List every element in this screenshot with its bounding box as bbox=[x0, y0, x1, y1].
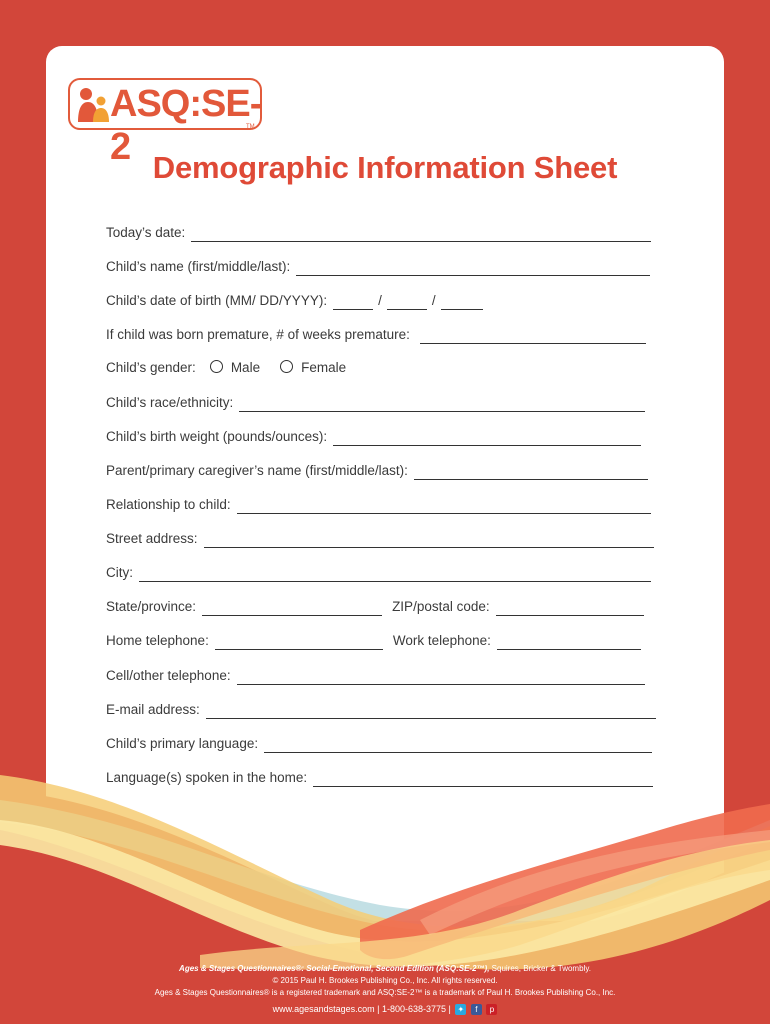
zip-label: ZIP/postal code: bbox=[392, 599, 490, 614]
dob-separator: / bbox=[378, 293, 382, 308]
email-label: E-mail address: bbox=[106, 702, 200, 717]
facebook-icon[interactable]: f bbox=[471, 1004, 482, 1015]
footer-line-1 bbox=[0, 963, 770, 975]
footer-copyright bbox=[0, 963, 770, 999]
gender-label: Child’s gender: bbox=[106, 359, 196, 375]
street-label: Street address: bbox=[106, 531, 198, 546]
cell-phone-label: Cell/other telephone: bbox=[106, 668, 231, 683]
contact-text: www.agesandstages.com | 1-800-638-3775 | bbox=[272, 1004, 451, 1014]
premature-label: If child was born premature, # of weeks premature: bbox=[106, 327, 410, 342]
state-label: State/province: bbox=[106, 599, 197, 614]
trademark-mark: TM bbox=[246, 124, 255, 130]
page-title: Demographic Information Sheet bbox=[152, 150, 618, 185]
child-dob-label: Child’s date of birth (MM/ DD/YYYY): bbox=[106, 293, 328, 308]
race-label: Child’s race/ethnicity: bbox=[106, 395, 234, 410]
parent-name-label: Parent/primary caregiver’s name (first/middle/last): bbox=[106, 463, 408, 478]
work-phone-label: Work telephone: bbox=[392, 633, 491, 648]
relationship-label: Relationship to child: bbox=[106, 497, 231, 512]
logo-text: ASQ:SE-2 bbox=[110, 83, 262, 168]
footer-title: Ages & Stages Questionnaires®: Social-Emotional, Second Edition (ASQ:SE-2™), bbox=[179, 964, 490, 973]
dob-separator: / bbox=[431, 293, 436, 308]
gender-male-label: Male bbox=[230, 359, 261, 375]
home-phone-label: Home telephone: bbox=[106, 633, 209, 648]
child-name-label: Child’s name (first/middle/last): bbox=[106, 259, 291, 274]
primary-language-label: Child’s primary language: bbox=[106, 736, 259, 751]
birth-weight-label: Child’s birth weight (pounds/ounces): bbox=[106, 429, 328, 444]
footer-contact bbox=[0, 1004, 770, 1015]
footer-authors: Squires, Bricker & Twombly. bbox=[489, 964, 591, 973]
todays-date-label: Today’s date: bbox=[106, 225, 186, 240]
twitter-icon[interactable]: ✦ bbox=[455, 1004, 466, 1015]
pinterest-icon[interactable]: p bbox=[486, 1004, 497, 1015]
footer-line-3: Ages & Stages Questionnaires® is a registered trademark and ASQ:SE-2™ is a trademark of Paul H. Brookes Publishing Co., Inc. bbox=[154, 988, 616, 997]
gender-female-label: Female bbox=[301, 359, 347, 375]
home-languages-label: Language(s) spoken in the home: bbox=[106, 770, 308, 785]
city-label: City: bbox=[106, 565, 133, 580]
footer-line-2: © 2015 Paul H. Brookes Publishing Co., Inc. All rights reserved. bbox=[272, 976, 498, 985]
